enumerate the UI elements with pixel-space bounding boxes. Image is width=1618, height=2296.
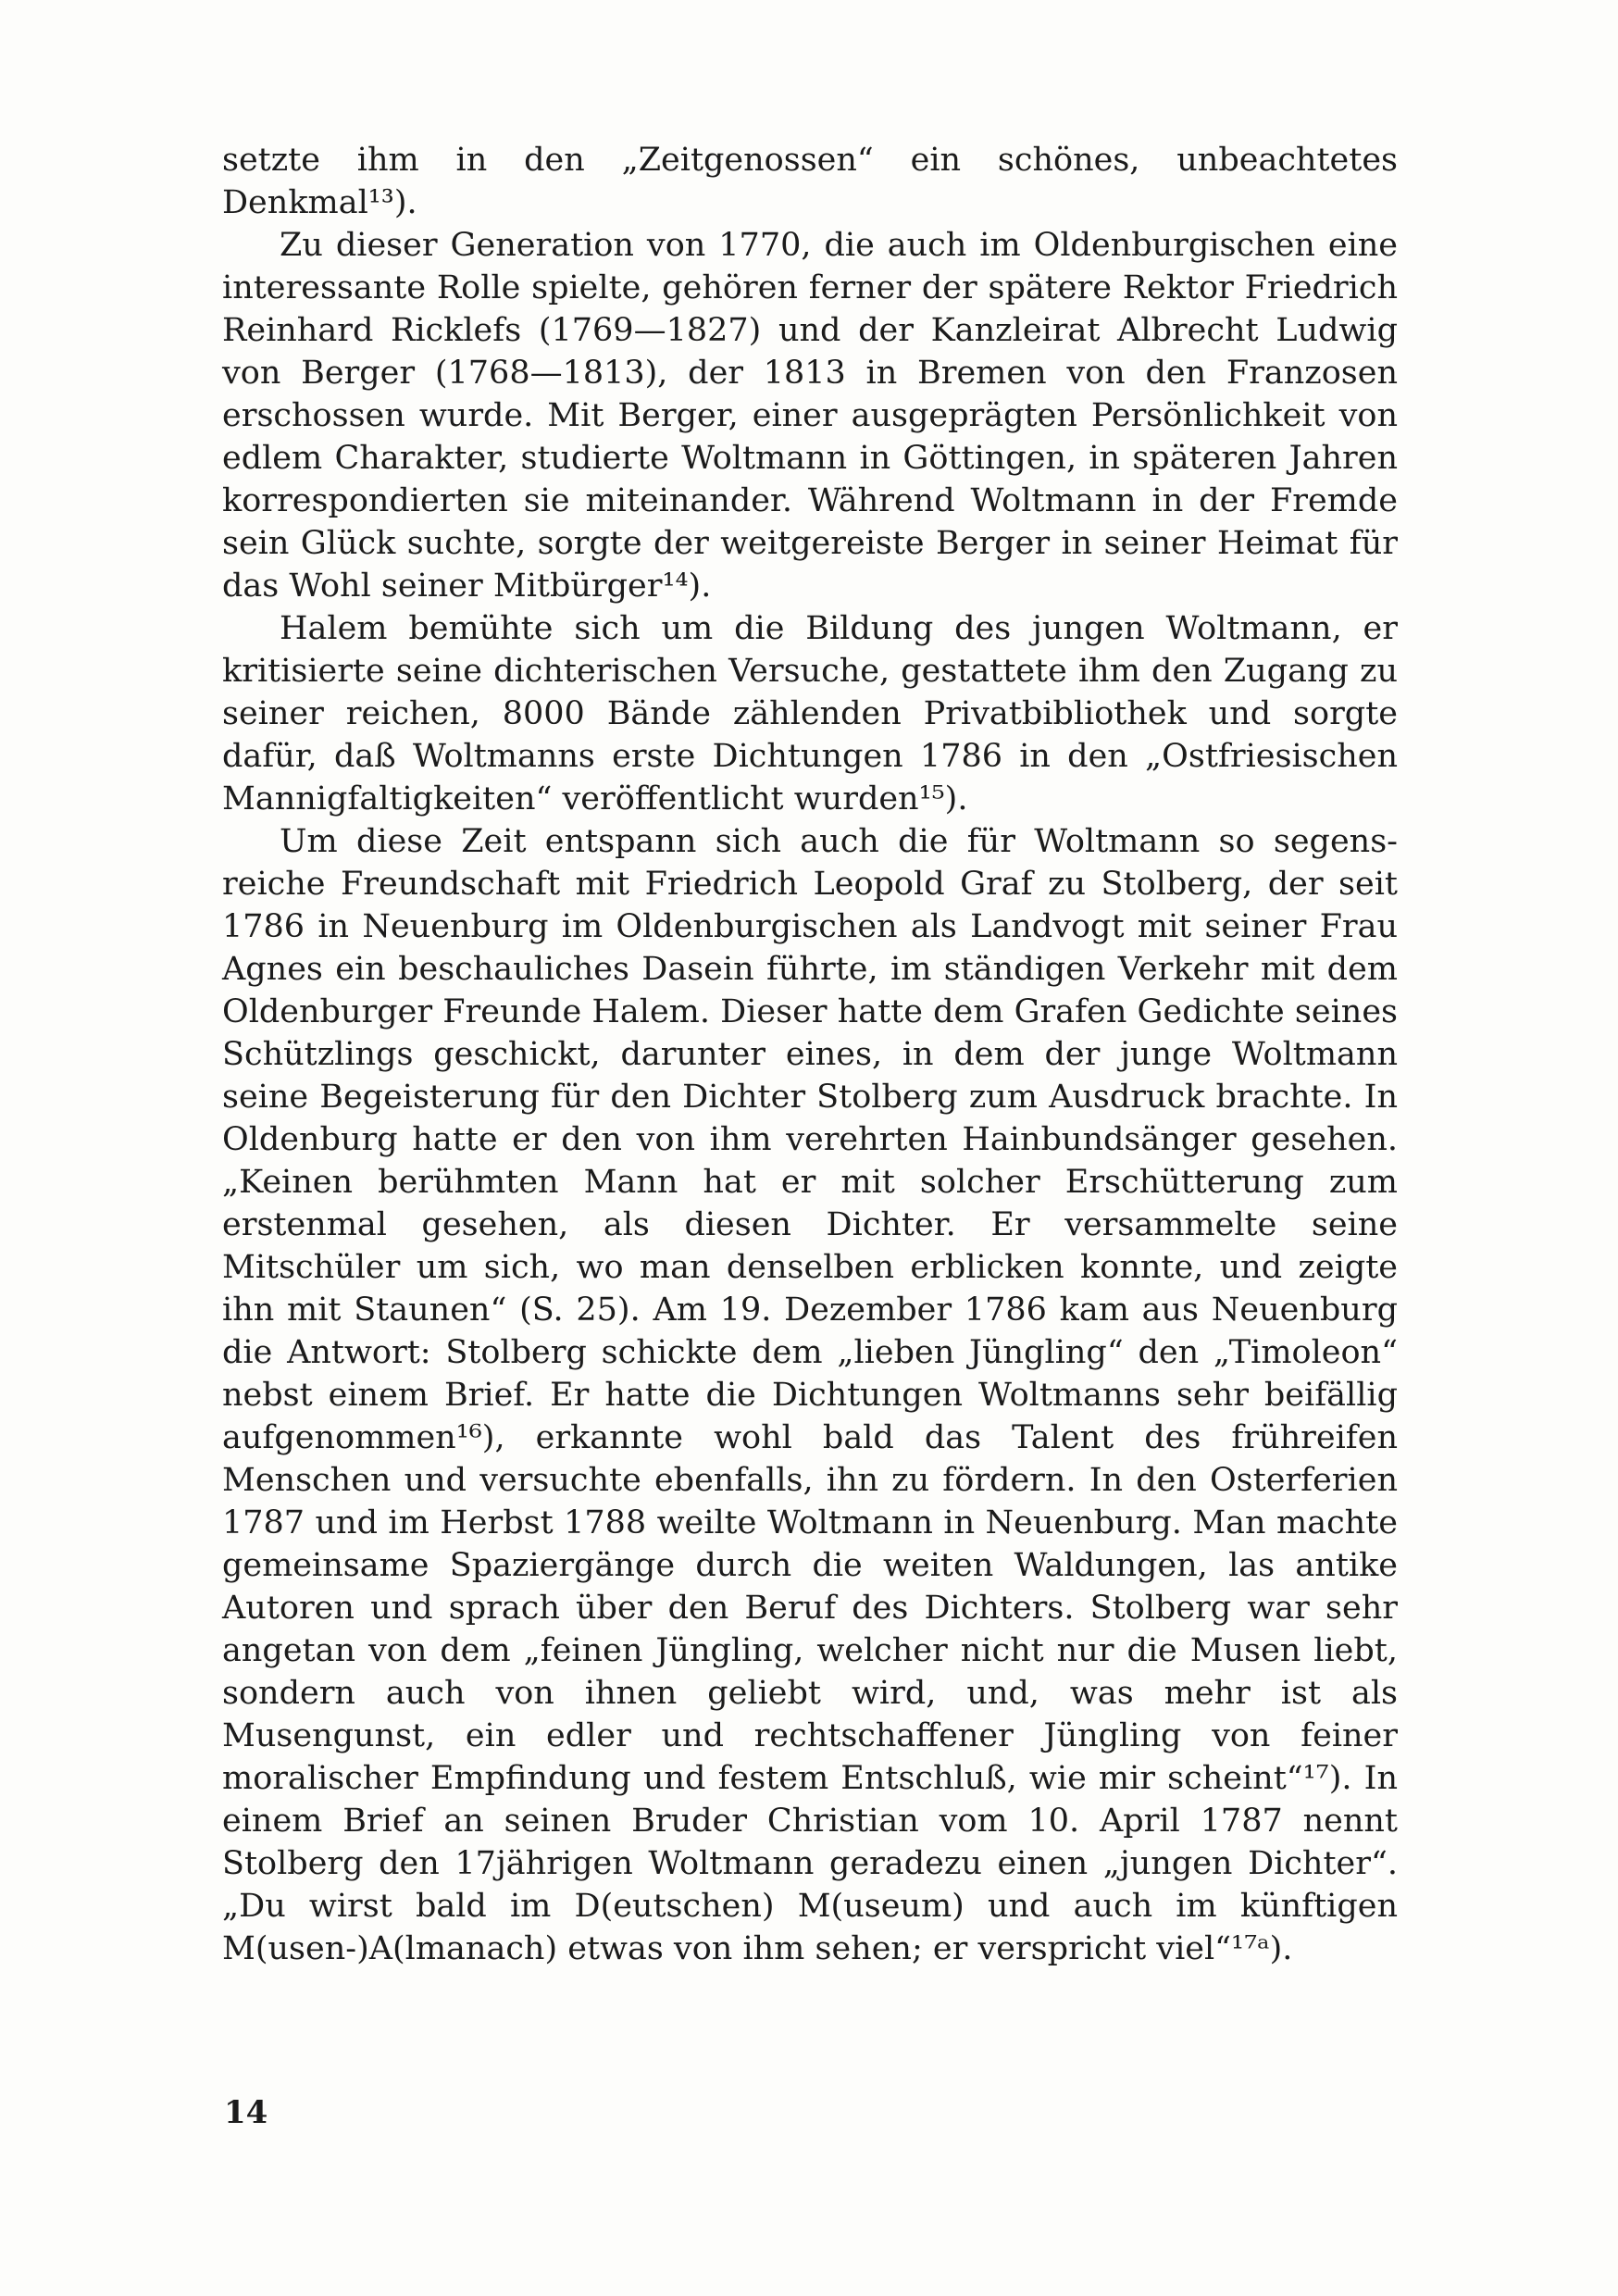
page-number: 14	[224, 2094, 268, 2131]
body-text	[222, 139, 1398, 1970]
paragraph-continuation: setzte ihm in den „Zeitgenossen“ ein schönes, unbeachtetes Denkmal¹³).	[222, 142, 1398, 221]
paragraph-halem: Halem bemühte sich um die Bildung des jungen Woltmann, er kritisierte seine dichterischen Versuche, gestattete ihm den Zugang zu seiner reichen, 8000 Bände zählenden Privatbibliothek und sorgte dafür, daß Woltmanns erste Dichtungen 1786 in den „Ostfriesischen Mannigfaltigkeiten“ veröffentlicht wurden¹⁵).	[222, 610, 1398, 817]
paragraph-stolberg-friendship: Um diese Zeit entspann sich auch die für Woltmann so segensreiche Freundschaft mit Friedrich Leopold Graf zu Stolberg, der seit 1786 in Neuenburg im Oldenburgischen als Landvogt mit seiner Frau Agnes ein beschauliches Dasein führte, im ständigen Verkehr mit dem Oldenburger Freunde Halem. Dieser hatte dem Grafen Gedichte seines Schützlings geschickt, darunter eines, in dem der junge Woltmann seine Begeisterung für den Dichter Stolberg zum Ausdruck brachte. In Oldenburg hatte er den von ihm verehrten Hainbundsänger gesehen. „Keinen berühmten Mann hat er mit solcher Erschütterung zum erstenmal gesehen, als diesen Dichter. Er versammelte seine Mitschüler um sich, wo man denselben erblicken konnte, und zeigte ihn mit Staunen“ (S. 25). Am 19. Dezember 1786 kam aus Neuenburg die Antwort: Stolberg schickte dem „lieben Jüngling“ den „Timoleon“ nebst einem Brief. Er hatte die Dichtungen Woltmanns sehr beifällig aufgenommen¹⁶), erkannte wohl bald das Talent des frühreifen Menschen und versuchte ebenfalls, ihn zu fördern. In den Osterferien 1787 und im Herbst 1788 weilte Woltmann in Neuenburg. Man machte gemeinsame Spaziergänge durch die weiten Waldungen, las antike Autoren und sprach über den Beruf des Dichters. Stolberg war sehr angetan von dem „feinen Jüngling, welcher nicht nur die Musen liebt, sondern auch von ihnen geliebt wird, und, was mehr ist als Musengunst, ein edler und rechtschaffener Jüngling von feiner moralischer Empfindung und festem Entschluß, wie mir scheint“¹⁷). In einem Brief an seinen Bruder Christian vom 10. April 1787 nennt Stolberg den 17jährigen Woltmann geradezu einen „jungen Dichter“. „Du wirst bald im D(eutschen) M(useum) und auch im künftigen M(usen-)A(lmanach) etwas von ihm sehen; er verspricht viel“¹⁷ᵃ).	[222, 823, 1398, 1967]
paragraph-generation-1770: Zu dieser Generation von 1770, die auch im Oldenburgischen eine interessante Rolle spielte, gehören ferner der spätere Rektor Friedrich Reinhard Ricklefs (1769—1827) und der Kanzleirat Albrecht Ludwig von Berger (1768—1813), der 1813 in Bremen von den Franzosen erschossen wurde. Mit Berger, einer ausgeprägten Persönlichkeit von edlem Charakter, studierte Woltmann in Göttingen, in späteren Jahren korrespondierten sie miteinander. Während Woltmann in der Fremde sein Glück suchte, sorgte der weitgereiste Berger in seiner Heimat für das Wohl seiner Mitbürger¹⁴).	[222, 227, 1398, 605]
